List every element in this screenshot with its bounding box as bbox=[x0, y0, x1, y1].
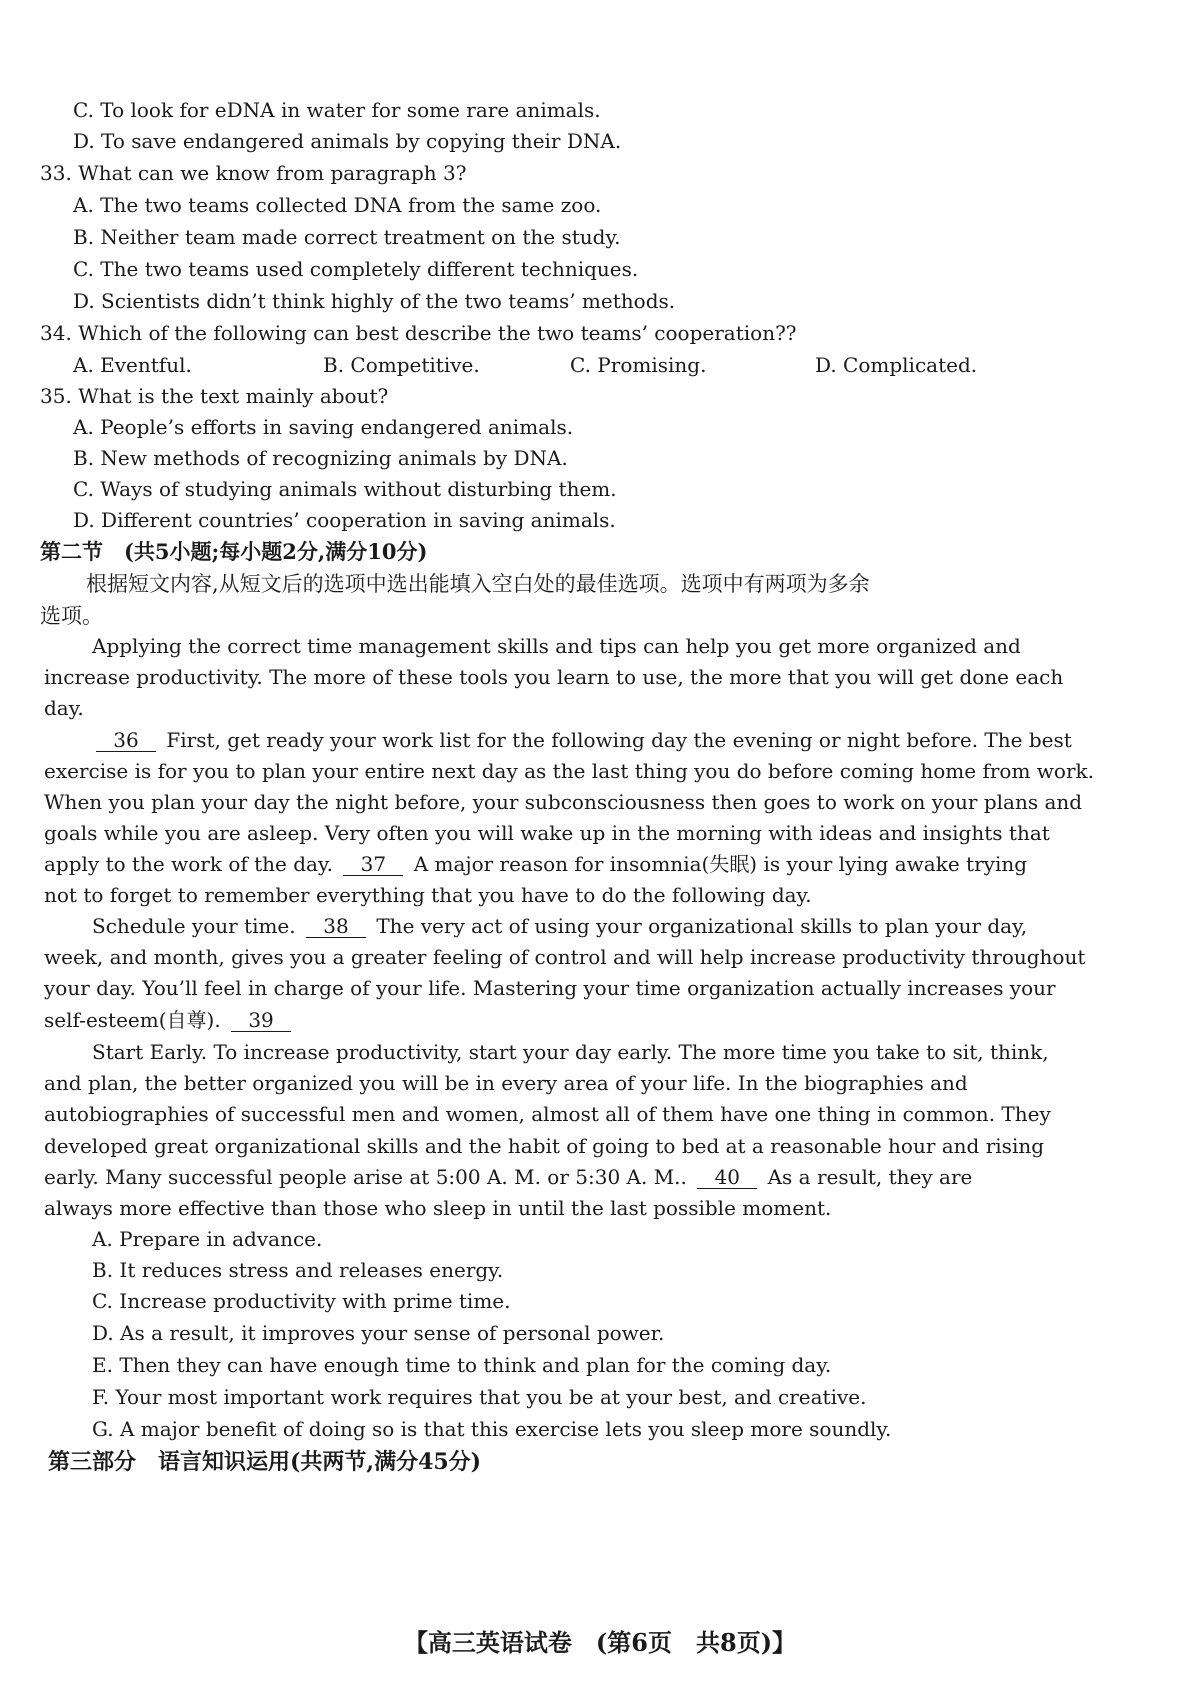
passage-p1-line2: increase productivity. The more of these tools you learn to use, the more that you will get done each bbox=[44, 665, 1064, 689]
passage-p2-line5 bbox=[44, 851, 1200, 877]
choice-d: D. As a result, it improves your sense of personal power. bbox=[92, 1321, 665, 1345]
choice-e: E. Then they can have enough time to think and plan for the coming day. bbox=[92, 1353, 832, 1377]
passage-p3-line4 bbox=[44, 1007, 1200, 1033]
passage-p3-line2: week, and month, gives you a greater feeling of control and will help increase productivity throughout bbox=[44, 945, 1086, 969]
passage-p1-line3: day. bbox=[44, 696, 84, 720]
passage-p3-line3: your day. You’ll feel in charge of your life. Mastering your time organization actually increases your bbox=[44, 976, 1056, 1000]
passage-p4-line5-after: As a result, they are bbox=[767, 1165, 973, 1189]
q35-option-d: D. Different countries’ cooperation in saving animals. bbox=[73, 508, 616, 532]
q33-option-c: C. The two teams used completely different techniques. bbox=[73, 257, 639, 281]
blank-38[interactable]: 38 bbox=[306, 915, 366, 938]
q35-stem: 35. What is the text mainly about? bbox=[40, 384, 389, 408]
blank-40[interactable]: 40 bbox=[697, 1166, 757, 1189]
passage-p2-line1 bbox=[92, 727, 1200, 753]
passage-p2-line1-text: First, get ready your work list for the following day the evening or night before. The best bbox=[166, 728, 1072, 752]
passage-p4-line6: always more effective than those who sleep in until the last possible moment. bbox=[44, 1196, 832, 1220]
blank-36[interactable]: 36 bbox=[96, 729, 156, 752]
q33-option-d: D. Scientists didn’t think highly of the two teams’ methods. bbox=[73, 289, 676, 313]
q33-option-a: A. The two teams collected DNA from the same zoo. bbox=[73, 193, 602, 217]
passage-p2-line4: goals while you are asleep. Very often you will wake up in the morning with ideas and insights that bbox=[44, 821, 1050, 845]
passage-p3-line1 bbox=[92, 913, 1200, 939]
passage-p2-line6: not to forget to remember everything that you have to do the following day. bbox=[44, 883, 812, 907]
q32-option-c: C. To look for eDNA in water for some rare animals. bbox=[73, 98, 601, 122]
passage-p4-line2: and plan, the better organized you will be in every area of your life. In the biographies and bbox=[44, 1071, 968, 1095]
passage-p4-line1: Start Early. To increase productivity, start your day early. The more time you take to sit, think, bbox=[92, 1040, 1049, 1064]
q33-option-b: B. Neither team made correct treatment on the study. bbox=[73, 225, 621, 249]
passage-p1-line1: Applying the correct time management skills and tips can help you get more organized and bbox=[92, 634, 1021, 658]
q34-option-a: A. Eventful. bbox=[73, 353, 192, 377]
passage-p4-line5 bbox=[44, 1164, 1200, 1190]
passage-p4-line3: autobiographies of successful men and women, almost all of them have one thing in common. They bbox=[44, 1102, 1051, 1126]
q34-option-c: C. Promising. bbox=[570, 353, 707, 377]
q34-option-b: B. Competitive. bbox=[323, 353, 480, 377]
q35-option-c: C. Ways of studying animals without disturbing them. bbox=[73, 477, 617, 501]
section2-instruction-line1: 根据短文内容,从短文后的选项中选出能填入空白处的最佳选项。选项中有两项为多余 bbox=[86, 572, 870, 596]
section2-heading: 第二节 (共5小题;每小题2分,满分10分) bbox=[40, 539, 428, 564]
passage-p4-line5-before: early. Many successful people arise at 5:00 A. M. or 5:30 A. M.. bbox=[44, 1165, 687, 1189]
page-footer: 【高三英语试卷 (第6页 共8页)】 bbox=[403, 1628, 797, 1657]
passage-p3-line1-after: The very act of using your organizational skills to plan your day, bbox=[376, 914, 1028, 938]
passage-p2-line2: exercise is for you to plan your entire next day as the last thing you do before coming home from work. bbox=[44, 759, 1094, 783]
section2-instruction-line2: 选项。 bbox=[40, 604, 103, 628]
blank-39[interactable]: 39 bbox=[231, 1009, 291, 1032]
choice-f: F. Your most important work requires that you be at your best, and creative. bbox=[92, 1385, 867, 1409]
blank-37[interactable]: 37 bbox=[343, 853, 403, 876]
q34-stem: 34. Which of the following can best describe the two teams’ cooperation?? bbox=[40, 321, 797, 345]
passage-p2-line5-after: A major reason for insomnia(失眠) is your lying awake trying bbox=[413, 852, 1028, 876]
choice-g: G. A major benefit of doing so is that this exercise lets you sleep more soundly. bbox=[92, 1417, 892, 1441]
part3-heading: 第三部分 语言知识运用(共两节,满分45分) bbox=[48, 1449, 482, 1475]
q35-option-b: B. New methods of recognizing animals by DNA. bbox=[73, 446, 568, 470]
passage-p4-line4: developed great organizational skills and the habit of going to bed at a reasonable hour and rising bbox=[44, 1134, 1045, 1158]
q32-option-d: D. To save endangered animals by copying their DNA. bbox=[73, 129, 622, 153]
q34-option-d: D. Complicated. bbox=[815, 353, 978, 377]
choice-b: B. It reduces stress and releases energy. bbox=[92, 1258, 504, 1282]
choice-c: C. Increase productivity with prime time. bbox=[92, 1289, 511, 1313]
passage-p3-line1-before: Schedule your time. bbox=[92, 914, 296, 938]
passage-p2-line3: When you plan your day the night before, your subconsciousness then goes to work on your plans and bbox=[44, 790, 1083, 814]
q35-option-a: A. People’s efforts in saving endangered animals. bbox=[73, 415, 574, 439]
passage-p2-line5-before: apply to the work of the day. bbox=[44, 852, 333, 876]
passage-p3-line4-before: self-esteem(自尊). bbox=[44, 1008, 221, 1032]
choice-a: A. Prepare in advance. bbox=[92, 1227, 323, 1251]
q33-stem: 33. What can we know from paragraph 3? bbox=[40, 161, 467, 185]
